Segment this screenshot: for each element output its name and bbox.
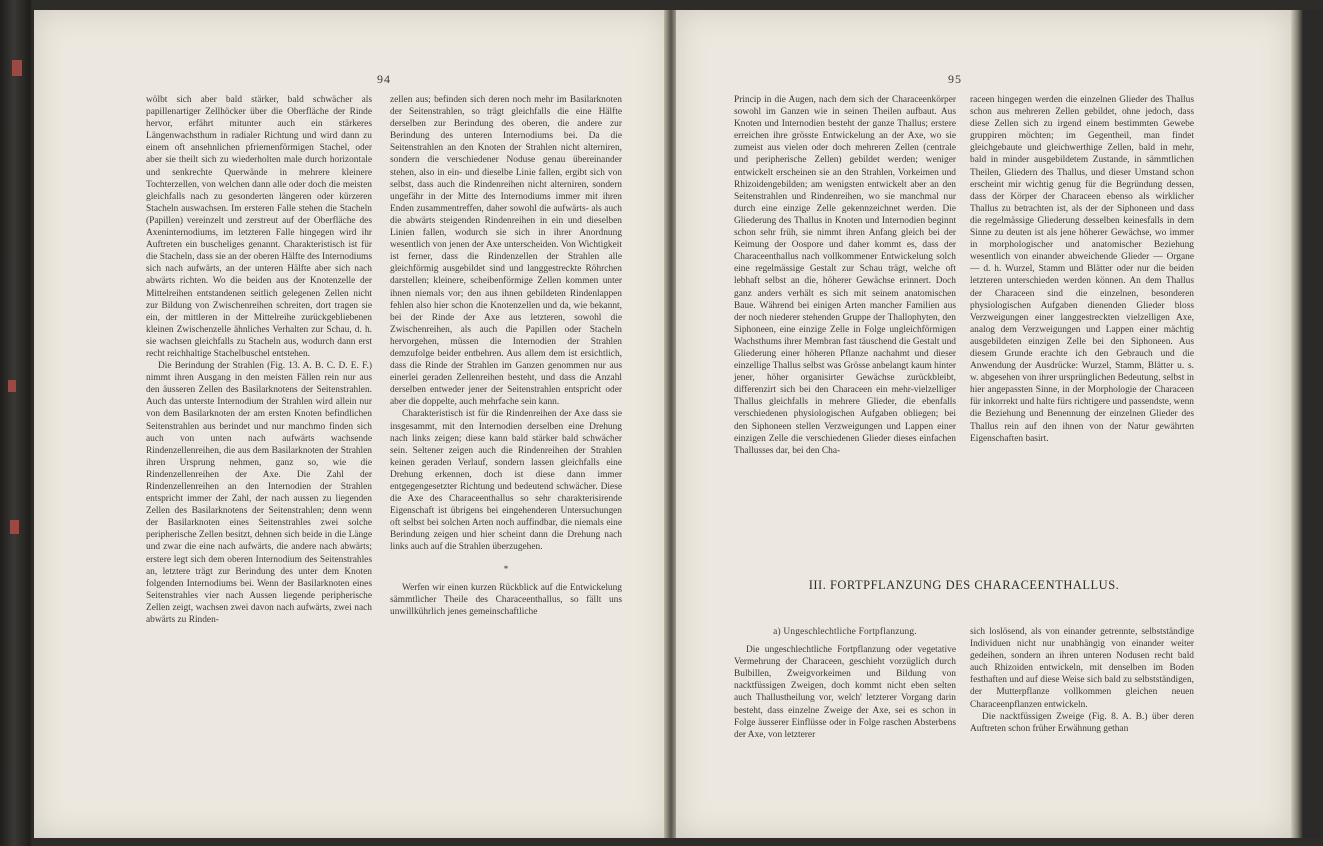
paragraph: Die ungeschlechtliche Fortpflanzung oder vegetative Vermehrung der Characeen, geschieht vorzüglich durch Bulbillen, Zweigvorkeimen und Bildung von nacktfüssigen Zweigen, doch kommt nicht eben selten auch Thallustheilung vor, welch' letzterer Vorgang darin besteht, dass einzelne Zweige der Axe, sei es schon in Folge äusserer Einflüsse oder in Folge raschen Absterbens der Axe, von letzterer	[734, 645, 956, 740]
paragraph: wölbt sich aber bald stärker, bald schwächer als papillenartiger Zellhöcker über die Oberfläche der Rinde hervor, erfährt mitunter auch ein stärkeres Längenwachsthum in radialer Richtung und wird dann zu einem oft ansehnlichen pfriemenförmigen Stachel, oder aber sie theilt sich zu wiederholten male durch horizontale und senkrechte Querwände in mehrere kleinere Tochterzellen, von welchen dann alle oder doch die meisten gleichfalls nach zu gesonderten längeren oder kürzeren Stacheln auswachsen. Im ersteren Falle stehen die Stacheln (Papillen) vereinzelt und zerstreut auf der Oberfläche des Axeninternodiums, im letzteren Falle hingegen wird ihr Auftreten ein buscheliges genannt. Charakteristisch ist für die Stacheln, dass sie an der oberen Hälfte des Internodiums sich nach aufwärts, an der unteren Hälfte aber sich nach abwärts richten. Wo die beiden aus der Knotenzelle der Mittelreihen entstandenen seitlich gelegenen Zellen nicht zur Bildung von Zwischenreihen schreiten, dort tragen sie ein, der mittleren in der Mittelreihe zurückgebliebenen kleinen Zwischenzelle ähnliches Verhalten zur Schau, d. h. sie wachsen gleichfalls zu Stacheln aus, wodurch dann erst recht reichhaltige Stachelbuschel entstehen.	[146, 95, 372, 359]
page-number-right: 95	[948, 72, 962, 86]
binding-mark	[10, 520, 19, 534]
binding-mark	[8, 380, 16, 392]
paragraph: Die Berindung der Strahlen (Fig. 13. A. B. C. D. E. F.) nimmt ihren Ausgang in den meisten Fällen rein nur aus den äusseren Zellen des Basilarknotens der Seitenstrahlen. Auch das unterste Internodium der Strahlen wird allein nur von dem Basilarknoten der am ersten Knoten befindlichen Seitenstrahlen aus berindet und nur manchmo finden sich auch von unten nach aufwärts wachsende Rindenzellenreihen, die aus dem Basilarknoten der Strahlen ihren Ursprung nehmen, ganz so, wie die Rindenzellenreihen der Axe. Die Zahl der Rindenzellenreihen an den Internodien der Strahlen entspricht immer der Zahl, der nach aussen zu liegenden Zellen des Basilarknotens der Seitenstrahlen; denn wenn der Basilarknoten eines Seitenstrahles zwei solche peripherische Zellen besitzt, dehnen sich beide in die Länge und zwar die eine nach aufwärts, die andere nach abwärts; erstere legt sich dem oberen Internodium des Seitenstrahles an, letztere trägt zur Berindung des unter dem Knoten folgenden Internodiums bei. Wenn der Basilarknoten eines Seitenstrahles vier nach Aussen liegende peripherische Zellen zeigt, wachsen zwei davon nach aufwärts, zwei nach abwärts zu Rinden-	[146, 361, 372, 626]
page-edge	[1291, 10, 1323, 838]
page-number-left: 94	[377, 72, 391, 86]
right-column-4	[970, 626, 1194, 735]
subsection-heading: a) Ungeschlechtliche Fortpflanzung.	[773, 627, 917, 637]
paragraph: raceen hingegen werden die einzelnen Glieder des Thallus schon aus mehreren Zellen gebildet, ohne jedoch, dass diese Zellen sich zu irgend einem bestimmten Gewebe gruppiren möchten; im Gegentheil, man findet gleichgebaute und gleichwerthige Zellen, bald in mehr, bald in minder ausgebildetem Zustande, in sämmtlichen Theilen, Gliedern des Thallus, und dieser Umstand schon erscheint mir wichtig genug für die Begründung dessen, dass der Körper der Characeen ebenso als wirklicher Thallus zu betrachten ist, als der der Siphoneen und dass die regelmässige Gliederung desselben keinesfalls in dem Sinne zu deuten ist als jene höherer Gewächse, wo immer in morphologischer und anatomischer Beziehung wesentlich von einander abweichende Glieder — Organe — d. h. Wurzel, Stamm und Blätter oder nur die beiden letzteren unterschieden werden können. An dem Thallus der Characeen sind die einzelnen, besonderen physiologischen Aufgaben dienenden Glieder bloss Verzweigungen einer langgestreckten vielzelligen Axe, analog dem Verzweigungen und Lappen einer mächtig ausgebildeten einzigen Zelle bei den Siphoneen. Aus diesem Grunde erachte ich den Gebrauch und die Anwendung der Ausdrücke: Wurzel, Stamm, Blätter u. s. w. abgesehen von ihrer ursprünglichen Bedeutung, selbst in hier angepassten Sinne, in der Morphologie der Characeen für inkorrekt und halte fürs richtigere und passendste, wenn die Beziehung und Benennung der einzelnen Glieder des Thallus rein auf den ihnen von der Natur gewährten Eigenschaften basirt.	[970, 95, 1194, 444]
right-page	[676, 10, 1291, 838]
section-heading: III. FORTPFLANZUNG DES CHARACEENTHALLUS.	[808, 578, 1120, 592]
paragraph: sich loslösend, als von einander getrennte, selbstständige Individuen nicht nur unabhängig von einander weiter gedeihen, sondern an ihren unteren Nodusen recht bald auch Rhizoiden entwickeln, mit denselben im Boden festhaften und auf diese Weise sich bald zu selbstständigen, der Mutterpflanze vollkommen gleichen neuen Characeenpflanzen entwickeln.	[970, 627, 1194, 710]
left-column-2	[390, 94, 622, 618]
paragraph: Die nacktfüssigen Zweige (Fig. 8. A. B.) über deren Auftreten schon früher Erwähnung gethan	[970, 711, 1194, 734]
left-page	[34, 10, 669, 838]
binding-mark	[12, 60, 22, 76]
paragraph: zellen aus; befinden sich deren noch mehr im Basilarknoten der Seitenstrahlen, so trägt gleichfalls die eine Hälfte derselben zur Berindung des oberen, die andere zur Berindung des unteren Internodiums bei. Da die Seitenstrahlen an den Knoten der Strahlen nicht alterniren, sondern die verschiedener Noduse genau übereinander stehen, also in ein- und dieselbe Linie fallen, ergibt sich von selbst, dass auch die Rindenreihen nicht alterniren, sondern ungefähr in der Mitte des Internodiums immer mit ihren Enden zusammentreffen, daher sowohl die aufwärts- als auch die abwärts steigenden Rindenreihen in ein und dieselben Linien fallen, wodurch sie sich in ihrer Anordnung wesentlich von jenen der Axe unterscheiden. Von Wichtigkeit ist ferner, dass die Rindenzellen der Strahlen alle gleichförmig ausgebildet sind und langgestreckte Röhrchen darstellen; kleinere, scheibenförmige Zellen kommen unter ihnen niemals vor; den aus ihnen gebildeten Rindenlappen fehlen also hier schon die Knotenzellen und da, wie bekannt, bei der Rinde der Axe aus letzteren, sowohl die Zwischenreihen, als auch die Papillen oder Stacheln hervorgehen, müssen die Internodien der Strahlen demzufolge beider entbehren. Aus allem dem ist ersichtlich, dass die Rinde der Strahlen im Ganzen genommen nur aus einerlei geraden Zellenreihen besteht, und dass die Anzahl derselben entweder jener der Seitenstrahlen entspricht oder aber die doppelte, auch mehrfache sein kann.	[390, 95, 622, 408]
right-column-2	[970, 94, 1194, 445]
paragraph: Princip in die Augen, nach dem sich der Characeenkörper sowohl im Ganzen wie in seinen Theilen aufbaut. Aus Knoten und Internodien besteht der ganze Thallus; erstere erreichen ihre grösste Entwickelung an der Axe, wo sie zumeist aus vielen oder doch mehreren Zellen (centrale und peripherische Zellen) gebildet werden; weniger entwickelt erscheinen sie an den Strahlen, Vorkeimen und Rhizoidengebilden; am wenigsten entwickelt aber an den Seitenstrahlen und Rindenreihen, wo sie manchmal nur durch eine einzige Zelle gekennzeichnet werden. Die Gliederung des Thallus in Knoten und Internodien beginnt schon sehr früh, sie nimmt ihren Anfang gleich bei der Keimung der Oospore und daher kommt es, dass der Characeenthallus nach vollkommener Entwickelung solch eine regelmässige Gestalt zur Schau trägt, welche oft lebhaft selbst an die, höherer Gewächse erinnert. Doch ganz anders verhält es sich mit seinem anatomischen Baue. Während bei einigen Arten mancher Familien aus der noch niederer stehenden Gruppe der Thallophyten, den Siphoneen, eine einzige Zelle in Folge ungleichförmigen Wachsthums ihrer Membran fast täuschend die Gestalt und Gliederung einer höheren Pflanze nachahmt und dieser einzellige Thallus selbst was Grösse anbelangt kaum hinter jener, höher organisirter Gewächse zurückbleibt, differenzirt sich bei den Characeen ein mehr-vielzelliger Thallus gleichfalls in mehrere Glieder, die ebenfalls verschiedenen physiologischen Aufgaben obliegen; bei den Siphoneen stellen Verzweigungen und Lappen einer einzigen Zelle die verschiedenen Glieder dieses einfachen Thallusses dar, bei den Cha-	[734, 95, 956, 456]
right-column-3	[734, 626, 956, 741]
paragraph: Charakteristisch ist für die Rindenreihen der Axe dass sie insgesammt, mit den Internodien derselben eine Drehung nach links zeigen; diese kann bald stärker bald schwächer sein. Seltener zeigen auch die Rindenreihen der Strahlen keinen geraden Verlauf, sondern lassen gleichfalls eine Drehung erkennen, doch ist diese dann immer entgegengesetzter Richtung und bedeutend schwächer. Diese die Axe des Characeenthallus so sehr charakterisirende Eigenschaft ist übrigens bei eingehenderen Untersuchungen oft selbst bei solchen Arten noch auffindbar, die niemals eine Berindung zeigen und hier scheint dann die Drehung nach links auch auf die Strahlen überzugehen.	[390, 409, 622, 553]
left-column-1	[146, 94, 372, 626]
right-column-1	[734, 94, 956, 457]
section-separator-star: *	[503, 564, 509, 575]
paragraph: Werfen wir einen kurzen Rückblick auf die Entwickelung sämmtlicher Theile des Characeenthallus, so fällt uns unwillkührlich jenes gemeinschaftliche	[390, 582, 622, 617]
